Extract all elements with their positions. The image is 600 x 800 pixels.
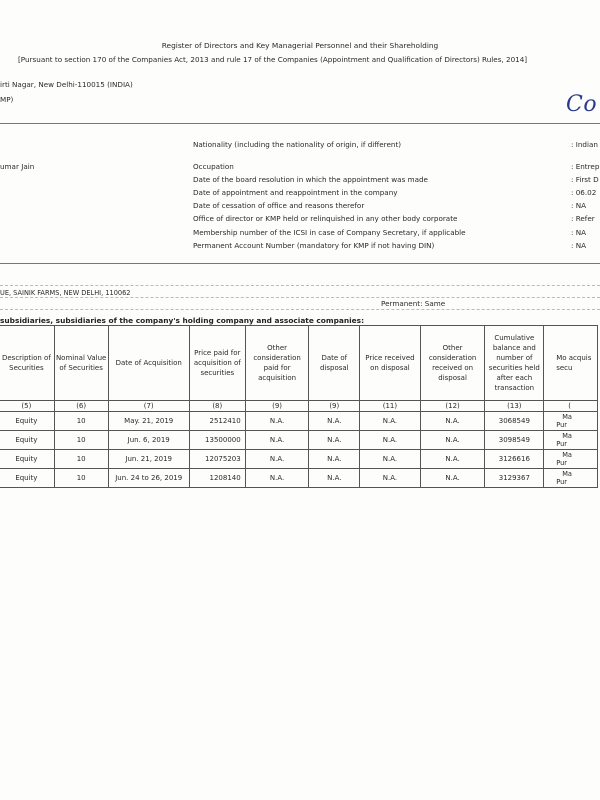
- cell-disposal-date: N.A.: [309, 412, 360, 431]
- cell-other-received: N.A.: [420, 412, 485, 431]
- cell-cumulative: 3068549: [485, 412, 544, 431]
- column-number-row: [0, 401, 598, 412]
- register-subtitle: [Pursuant to section 170 of the Companies Act, 2013 and rule 17 of the Companies (Appointment and Qualification of Directors) Rules, 2014]: [18, 55, 528, 64]
- detail-value-pan: : NA: [571, 241, 586, 250]
- col-number: (5): [0, 401, 54, 412]
- cell-description: Equity: [0, 431, 54, 450]
- cell-mode-line1: Ma: [562, 469, 572, 478]
- cell-other-received: N.A.: [420, 469, 485, 488]
- table-row: [0, 450, 598, 469]
- divider-middle: [0, 263, 600, 264]
- detail-label-cessation: Date of cessation of office and reasons therefor: [193, 201, 365, 210]
- detail-label-appointment-date: Date of appointment and reappointment in the company: [193, 188, 398, 197]
- cell-date: Jun. 24 to 26, 2019: [108, 469, 189, 488]
- col-number: (9): [245, 401, 309, 412]
- col-number: (13): [485, 401, 544, 412]
- detail-value-occupation: : Entrep: [571, 162, 600, 171]
- register-title: Register of Directors and Key Managerial Personnel and their Shareholding: [161, 41, 439, 50]
- cell-other-paid: N.A.: [245, 431, 309, 450]
- cell-other-paid: N.A.: [245, 469, 309, 488]
- cell-mode-line1: Ma: [562, 412, 572, 421]
- cell-date: Jun. 6, 2019: [108, 431, 189, 450]
- cell-mode-line2: Pur: [556, 440, 567, 449]
- detail-value-icsi: : NA: [571, 228, 586, 237]
- address-rule-3: [0, 309, 600, 310]
- col-number: (: [544, 401, 598, 412]
- detail-value-board-resolution: : First D: [571, 175, 599, 184]
- header-mode-acquisition: Mo acquis secu: [544, 326, 598, 401]
- table-row: [0, 431, 598, 450]
- header-cumulative-balance: Cumulative balance and number of securities held after each transaction: [485, 326, 544, 401]
- cell-nominal: 10: [54, 469, 108, 488]
- cell-price: 12075203: [189, 450, 245, 469]
- cell-nominal: 10: [54, 412, 108, 431]
- detail-value-nationality: : Indian: [571, 140, 598, 149]
- detail-label-nationality: Nationality (including the nationality of origin, if different): [193, 140, 402, 149]
- cell-description: Equity: [0, 469, 54, 488]
- cell-date: May. 21, 2019: [108, 412, 189, 431]
- cell-nominal: 10: [54, 450, 108, 469]
- col-number: (6): [54, 401, 108, 412]
- col-number: (7): [108, 401, 189, 412]
- cell-nominal: 10: [54, 431, 108, 450]
- handwritten-note: Co: [566, 92, 598, 117]
- cell-cumulative: 3098549: [485, 431, 544, 450]
- header-description: Description of Securities: [0, 326, 54, 401]
- cell-price: 13500000: [189, 431, 245, 450]
- cell-other-received: N.A.: [420, 450, 485, 469]
- address-rule-2: [0, 297, 600, 298]
- cell-date: Jun. 21, 2019: [108, 450, 189, 469]
- director-name: umar Jain: [0, 162, 35, 171]
- company-address: irti Nagar, New Delhi-110015 (INDIA): [0, 80, 133, 89]
- cell-other-paid: N.A.: [245, 412, 309, 431]
- shareholding-table: [0, 325, 598, 488]
- col-number: (12): [420, 401, 485, 412]
- address-rule: [0, 285, 600, 286]
- cell-disposal-date: N.A.: [309, 431, 360, 450]
- cell-price-received: N.A.: [360, 431, 421, 450]
- detail-label-pan: Permanent Account Number (mandatory for KMP if not having DIN): [193, 241, 435, 250]
- detail-value-other-office: : Refer: [571, 214, 595, 223]
- table-header-row: [0, 326, 598, 401]
- cell-description: Equity: [0, 450, 54, 469]
- divider-top: [0, 123, 600, 124]
- cell-other-paid: N.A.: [245, 450, 309, 469]
- cell-mode-line2: Pur: [556, 478, 567, 487]
- cell-mode-line2: Pur: [556, 459, 567, 468]
- cell-disposal-date: N.A.: [309, 469, 360, 488]
- table-row: [0, 412, 598, 431]
- present-address: UE, SAINIK FARMS, NEW DELHI, 110062: [0, 289, 131, 297]
- header-other-consideration-received: Other consideration received on disposal: [420, 326, 485, 401]
- cell-mode-line2: Pur: [556, 421, 567, 430]
- kmp-label: MP): [0, 95, 14, 104]
- detail-label-icsi: Membership number of the ICSI in case of Company Secretary, if applicable: [193, 228, 466, 237]
- cell-mode-line1: Ma: [562, 450, 572, 459]
- header-date-disposal: Date of disposal: [309, 326, 360, 401]
- cell-price: 2512410: [189, 412, 245, 431]
- detail-value-cessation: : NA: [571, 201, 586, 210]
- cell-disposal-date: N.A.: [309, 450, 360, 469]
- cell-mode: [544, 450, 598, 469]
- cell-mode: [544, 431, 598, 450]
- col-number: (11): [360, 401, 421, 412]
- header-price-paid: Price paid for acquisition of securities: [189, 326, 245, 401]
- col-number: (9): [309, 401, 360, 412]
- cell-cumulative: 3129367: [485, 469, 544, 488]
- header-date-acquisition: Date of Acquisition: [108, 326, 189, 401]
- permanent-address: Permanent: Same: [381, 299, 446, 308]
- cell-price-received: N.A.: [360, 469, 421, 488]
- cell-mode: [544, 412, 598, 431]
- cell-mode-line1: Ma: [562, 431, 572, 440]
- cell-cumulative: 3126616: [485, 450, 544, 469]
- section-heading: subsidiaries, subsidiaries of the company's holding company and associate companies:: [0, 316, 365, 325]
- header-nominal-value: Nominal Value of Securities: [54, 326, 108, 401]
- detail-label-other-office: Office of director or KMP held or relinquished in any other body corporate: [193, 214, 458, 223]
- detail-label-occupation: Occupation: [193, 162, 234, 171]
- detail-label-board-resolution: Date of the board resolution in which the appointment was made: [193, 175, 428, 184]
- col-number: (8): [189, 401, 245, 412]
- cell-mode: [544, 469, 598, 488]
- cell-description: Equity: [0, 412, 54, 431]
- cell-price: 1208140: [189, 469, 245, 488]
- detail-value-appointment-date: : 06.02: [571, 188, 597, 197]
- cell-other-received: N.A.: [420, 431, 485, 450]
- cell-price-received: N.A.: [360, 450, 421, 469]
- header-price-received: Price received on disposal: [360, 326, 421, 401]
- header-other-consideration-paid: Other consideration paid for acquisition: [245, 326, 309, 401]
- table-row: [0, 469, 598, 488]
- cell-price-received: N.A.: [360, 412, 421, 431]
